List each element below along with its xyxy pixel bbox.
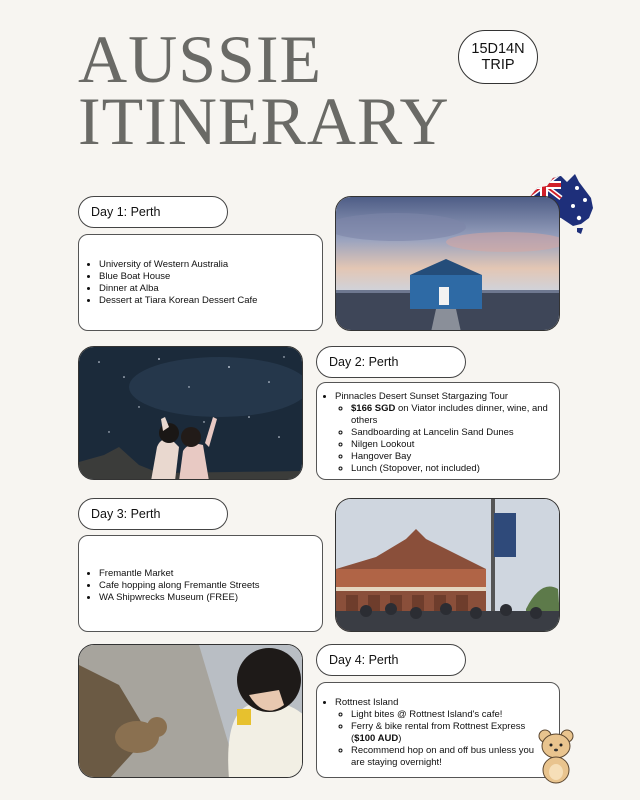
day-2-list <box>317 391 549 475</box>
list-item: • WA Shipwrecks Museum (FREE) <box>99 592 312 604</box>
ferry-text: Ferry & bike rental from Rottnest Express ( <box>351 721 526 744</box>
day-2-photo-stargazing <box>78 346 303 480</box>
price-detail: on Viator includes dinner, wine, and others <box>351 403 548 426</box>
list-subitem: ◦ Sandboarding at Lancelin Sand Dunes <box>351 427 549 439</box>
day-3-title: Day 3: Perth <box>91 507 161 521</box>
list-item <box>335 697 549 769</box>
list-item: • Fremantle Market <box>99 568 312 580</box>
list-subitem: ◦ Lunch (Stopover, not included) <box>351 463 549 475</box>
day-2-card <box>316 382 560 480</box>
day-3-card <box>78 535 323 632</box>
trip-length-badge <box>458 30 538 84</box>
day-3-list <box>81 568 312 604</box>
title-line-2: ITINERARY <box>78 83 450 159</box>
day-1-label <box>78 196 228 228</box>
badge-line-1: 15D14N <box>471 41 525 57</box>
list-subitem <box>351 721 549 745</box>
price-tag: $166 SGD <box>351 403 396 414</box>
day-1-title: Day 1: Perth <box>91 205 161 219</box>
list-item: • Cafe hopping along Fremantle Streets <box>99 580 312 592</box>
day-2-title: Day 2: Perth <box>329 355 399 369</box>
day-1-list <box>81 259 312 307</box>
badge-line-2: TRIP <box>481 57 515 73</box>
list-subitem: ◦ Light bites @ Rottnest Island's cafe! <box>351 709 549 721</box>
day-1-photo-boat-house <box>335 196 560 331</box>
day-4-card <box>316 682 560 778</box>
list-item: • Dessert at Tiara Korean Dessert Cafe <box>99 295 312 307</box>
ferry-text-end: ) <box>398 733 402 744</box>
list-subitem: ◦ Recommend hop on and off bus unless you are staying overnight! <box>351 745 549 769</box>
page-title <box>78 21 450 159</box>
day-2-label <box>316 346 466 378</box>
list-item: • Blue Boat House <box>99 271 312 283</box>
list-item <box>335 391 549 475</box>
list-item: • University of Western Australia <box>99 259 312 271</box>
list-subitem <box>351 403 549 427</box>
day-1-card <box>78 234 323 331</box>
day-4-list <box>317 697 549 769</box>
quokka-icon <box>537 728 575 784</box>
list-subitem: ◦ Nilgen Lookout <box>351 439 549 451</box>
day-3-label <box>78 498 228 530</box>
day-3-photo-fremantle <box>335 498 560 632</box>
day-4-photo-quokka <box>78 644 303 778</box>
day-4-title: Day 4: Perth <box>329 653 399 667</box>
day-4-label <box>316 644 466 676</box>
day-2-item-title: Pinnacles Desert Sunset Stargazing Tour <box>335 391 509 402</box>
list-item: • Dinner at Alba <box>99 283 312 295</box>
price-tag: $100 AUD <box>354 733 399 744</box>
day-4-item-title: Rottnest Island <box>335 697 399 708</box>
list-subitem: ◦ Hangover Bay <box>351 451 549 463</box>
title-line-1: AUSSIE <box>78 21 323 97</box>
